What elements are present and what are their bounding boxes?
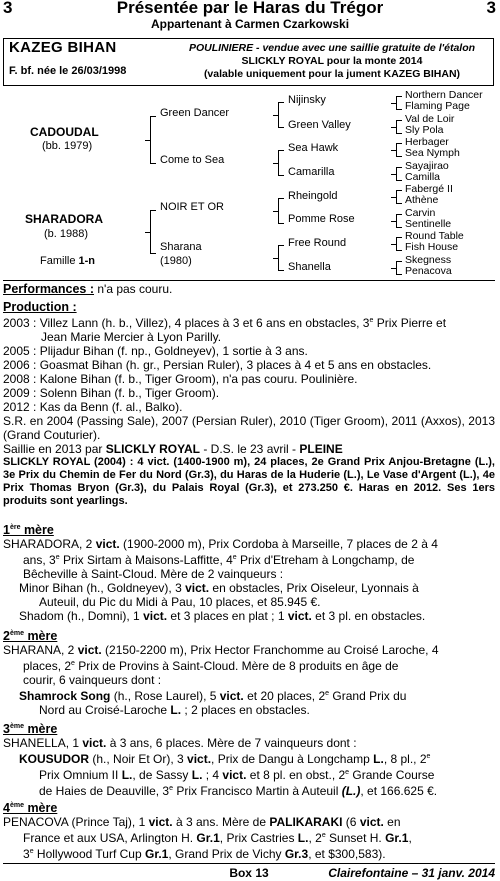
dam-name: SHARADORA	[25, 212, 103, 226]
stallion-record: SLICKLY ROYAL (2004) : 4 vict. (1400-1900 m), 24 places, 2e Grand Prix Anjou-Bretagne (L.), 3e Prix du Chemin de Fer du Nord (Gr.3), du Haras de la Huderie (L.), Le Vase d'Argent (L.), 4e Prix Thomas Bryon (Gr.3), du Palais Royal (Gr.3), et 273.250 €. Haras en 2012. Ses 1ers produits sont yearlings.	[3, 456, 495, 507]
pedigree-g4-1: Northern Dancer	[405, 89, 483, 101]
pedigree-g4-9: Fabergé II	[405, 183, 453, 195]
bracket-g3-2	[278, 150, 284, 176]
consignor-title: Présentée par le Haras du Trégor	[116, 0, 384, 17]
bracket-g4-5	[396, 190, 402, 204]
bracket-g3-4	[278, 245, 284, 271]
pedigree-g3-1: Nijinsky	[288, 94, 326, 106]
pedigree-g3-2: Green Valley	[288, 119, 351, 131]
horse-birth: F. bf. née le 26/03/1998	[9, 65, 127, 77]
bracket-g4-1	[396, 96, 402, 110]
dam-year: (b. 1988)	[44, 228, 89, 240]
bracket-g4-4	[396, 167, 402, 181]
pedigree-g4-11: Carvin	[405, 207, 436, 219]
lot-number-right: 3	[486, 0, 496, 17]
bracket-g4-2	[396, 120, 402, 134]
dam-4-section: 4ème mère PENACOVA (Prince Taj), 1 vict. à 3 ans. Mère de PALIKARAKI (6 vict. en France et aux USA, Arlington H. Gr.1, Prix Castries L., 2e Sunset H. Gr.1, 3e Hollywood Turf Cup Gr.1, Grand Prix de Vichy Gr.3, et $300,583).	[3, 799, 495, 861]
production-section: Production : 2003 : Villez Lann (h. b., Villez), 4 places à 3 et 6 ans en obstacles, 3e Prix Pierre et Jean Marie Mercier à Lyon Parilly. 2005 : Plijadur Bihan (f. np., Goldneyev), 1 sortie à 3 ans. 2006 : Goasmat Bihan (h. gr., Persian Ruler), 3 places à 4 et 5 ans en obstacles. 2008 : Kalone Bihan (f. b., Tiger Groom), n'a pas couru. Poulinière. 2009 : Solenn Bihan (f. b., Tiger Groom). 2012 : Kas da Benn (f. al., Balko). S.R. en 2004 (Passing Sale), 2007 (Persian Ruler), 2010 (Tiger Groom), 2011 (Axxos), 2013 (Grand Couturier). Saillie en 2013 par SLICKLY ROYAL - D.S. le 23 avril - PLEINE SLICKLY ROYAL (2004) : 4 vict. (1400-1900 m), 24 places, 2e Grand Prix Anjou-Bretagne (L.), 3e Prix du Chemin de Fer du Nord (Gr.3), du Haras de la Huderie (L.), Le Vase d'Argent (L.), 4e Prix Thomas Bryon (Gr.3), du Palais Royal (Gr.3), et 273.250 €. Haras en 2012. Ses 1ers produits sont yearlings.	[3, 300, 495, 507]
pedigree-g3-8: Shanella	[288, 261, 331, 273]
family-line: Famille 1-n	[40, 255, 96, 267]
sale-line-1: POULINIERE - vendue avec une saillie gratuite de l'étalon	[188, 42, 476, 54]
pedigree-g2-4-year: (1980)	[160, 255, 192, 267]
dam-3-heading: 3ème mère	[3, 722, 58, 737]
owner-line: Appartenant à Carmen Czarkowski	[150, 17, 350, 31]
pedigree-g2-1: Green Dancer	[160, 107, 230, 119]
production-2008: 2008 : Kalone Bihan (f. b., Tiger Groom), n'a pas couru. Poulinière.	[3, 372, 358, 386]
pedigree-g4-4: Sly Pola	[405, 124, 444, 136]
bracket-g4-8	[396, 261, 402, 275]
bracket-dam	[150, 210, 156, 254]
header	[0, 0, 500, 38]
pedigree-g4-6: Sea Nymph	[405, 147, 460, 159]
production-2009: 2009 : Solenn Bihan (f. b., Tiger Groom).	[3, 386, 220, 400]
pedigree-g4-8: Camilla	[405, 171, 441, 183]
production-sr: S.R. en 2004 (Passing Sale), 2007 (Persian Ruler), 2010 (Tiger Groom), 2011 (Axxos), 2013 (Grand Couturier).	[3, 414, 495, 442]
production-2003: 2003 : Villez Lann (h. b., Villez), 4 places à 3 et 6 ans en obstacles, 3e Prix Pierre et	[3, 316, 447, 330]
pedigree-g3-3: Sea Hawk	[288, 142, 339, 154]
produce-minor-bihan: Minor Bihan (h., Goldneyev), 3 vict. en obstacles, Prix Oiseleur, Lyonnais à	[19, 581, 419, 596]
pedigree-g4-3: Val de Loir	[405, 113, 455, 125]
divider-bottom	[3, 863, 495, 864]
box-number: Box 13	[229, 866, 269, 880]
pedigree-g4-2: Flaming Page	[405, 100, 470, 112]
pedigree-g4-15: Skegness	[405, 254, 452, 266]
pedigree-g2-4: Sharana	[160, 241, 202, 253]
sale-line-2: SLICKLY ROYAL pour la monte 2014	[241, 55, 423, 67]
produce-shadom: Shadom (h., Domni), 1 vict. et 3 places en plat ; 1 vict. et 3 pl. en obstacles.	[19, 609, 426, 624]
pedigree-g4-14: Fish House	[405, 241, 459, 253]
dam-1-section: 1ère mère SHARADORA, 2 vict. (1900-2000 m), Prix Cordoba à Marseille, 7 places de 2 à 4 ans, 3e Prix Sirtam à Maisons-Laffitte, 4e Prix d'Etreham à Longchamp, de Bêcheville à Saint-Cloud. Mère de 2 vainqueurs : Minor Bihan (h., Goldneyev), 3 vict. en obstacles, Prix Oiseleur, Lyonnais à Auteuil, du Pic du Midi à Pau, 10 places, et 85.945 €. Shadom (h., Domni), 1 vict. et 3 places en plat ; 1 vict. et 3 pl. en obstacles.	[3, 521, 495, 623]
dam-3-section: 3ème mère SHANELLA, 1 vict. à 3 ans, 6 places. Mère de 7 vainqueurs dont : KOUSUDOR (h., Noir Et Or), 3 vict., Prix de Dangu à Longchamp L., 8 pl., 2e Prix Omnium II L., de Sassy L. ; 4 vict. et 8 pl. en obst., 2e Grande Course de Haies de Deauville, 3e Prix Francisco Martin à Auteuil (L.), et 166.625 €.	[3, 720, 495, 798]
sale-venue-date: Clairefontaine – 31 janv. 2014	[328, 866, 495, 880]
production-heading: Production :	[3, 300, 77, 314]
pedigree-g4-7: Sayajirao	[405, 160, 449, 172]
produce-kousudor: KOUSUDOR (h., Noir Et Or), 3 vict., Prix de Dangu à Longchamp L., 8 pl., 2e	[19, 752, 431, 767]
bracket-g3-1	[278, 102, 284, 128]
bracket-g4-7	[396, 237, 402, 251]
dam-2-heading: 2ème mère	[3, 629, 58, 644]
pedigree-g2-2: Come to Sea	[160, 154, 225, 166]
pedigree-g3-5: Rheingold	[288, 190, 338, 202]
pedigree-table	[0, 90, 500, 278]
production-saillie: Saillie en 2013 par SLICKLY ROYAL - D.S. le 23 avril - PLEINE	[3, 442, 343, 456]
horse-id-box	[3, 38, 494, 86]
bracket-sire	[150, 116, 156, 164]
divider-top	[3, 280, 495, 281]
pedigree-g4-10: Athène	[405, 194, 439, 206]
dam-1-heading: 1ère mère	[3, 523, 54, 538]
bracket-g4-3	[396, 143, 402, 157]
pedigree-g4-12: Sentinelle	[405, 218, 452, 230]
pedigree-g4-13: Round Table	[405, 230, 464, 242]
lot-number-left: 3	[3, 0, 13, 17]
production-2012: 2012 : Kas da Benn (f. al., Balko).	[3, 400, 183, 414]
bracket-g4-6	[396, 214, 402, 228]
performances-line: Performances : n'a pas couru.	[3, 282, 173, 296]
produce-shamrock-song: Shamrock Song (h., Rose Laurel), 5 vict. et 20 places, 2e Grand Prix du	[19, 689, 407, 704]
pedigree-g3-6: Pomme Rose	[288, 213, 355, 225]
horse-name: KAZEG BIHAN	[9, 39, 117, 56]
dam-2-section: 2ème mère SHARANA, 2 vict. (2150-2200 m), Prix Hector Franchomme au Croisé Laroche, 4 places, 2e Prix de Provins à Saint-Cloud. Mère de 8 produits en âge de courir, 6 vainqueurs dont : Shamrock Song (h., Rose Laurel), 5 vict. et 20 places, 2e Grand Prix du Nord au Croisé-Laroche L. ; 2 places en obstacles.	[3, 627, 495, 717]
pedigree-g2-3: NOIR ET OR	[160, 201, 224, 213]
pedigree-g3-4: Camarilla	[288, 166, 335, 178]
performances-heading: Performances :	[3, 282, 95, 296]
sale-line-3: (valable uniquement pour la jument KAZEG BIHAN)	[203, 68, 461, 80]
sale-conditions	[172, 42, 492, 81]
pedigree-g4-16: Penacova	[405, 265, 452, 277]
sire-name: CADOUDAL	[30, 125, 99, 139]
production-2006: 2006 : Goasmat Bihan (h. gr., Persian Ruler), 3 places à 4 et 5 ans en obstacles.	[3, 358, 432, 372]
pedigree-g3-7: Free Round	[288, 237, 347, 249]
dam-4-heading: 4ème mère	[3, 801, 58, 816]
pedigree-g4-5: Herbager	[405, 136, 449, 148]
production-2005: 2005 : Plijadur Bihan (f. np., Goldneyev), 1 sortie à 3 ans.	[3, 344, 308, 358]
bracket-g3-3	[278, 198, 284, 224]
sire-year: (bb. 1979)	[42, 140, 93, 152]
